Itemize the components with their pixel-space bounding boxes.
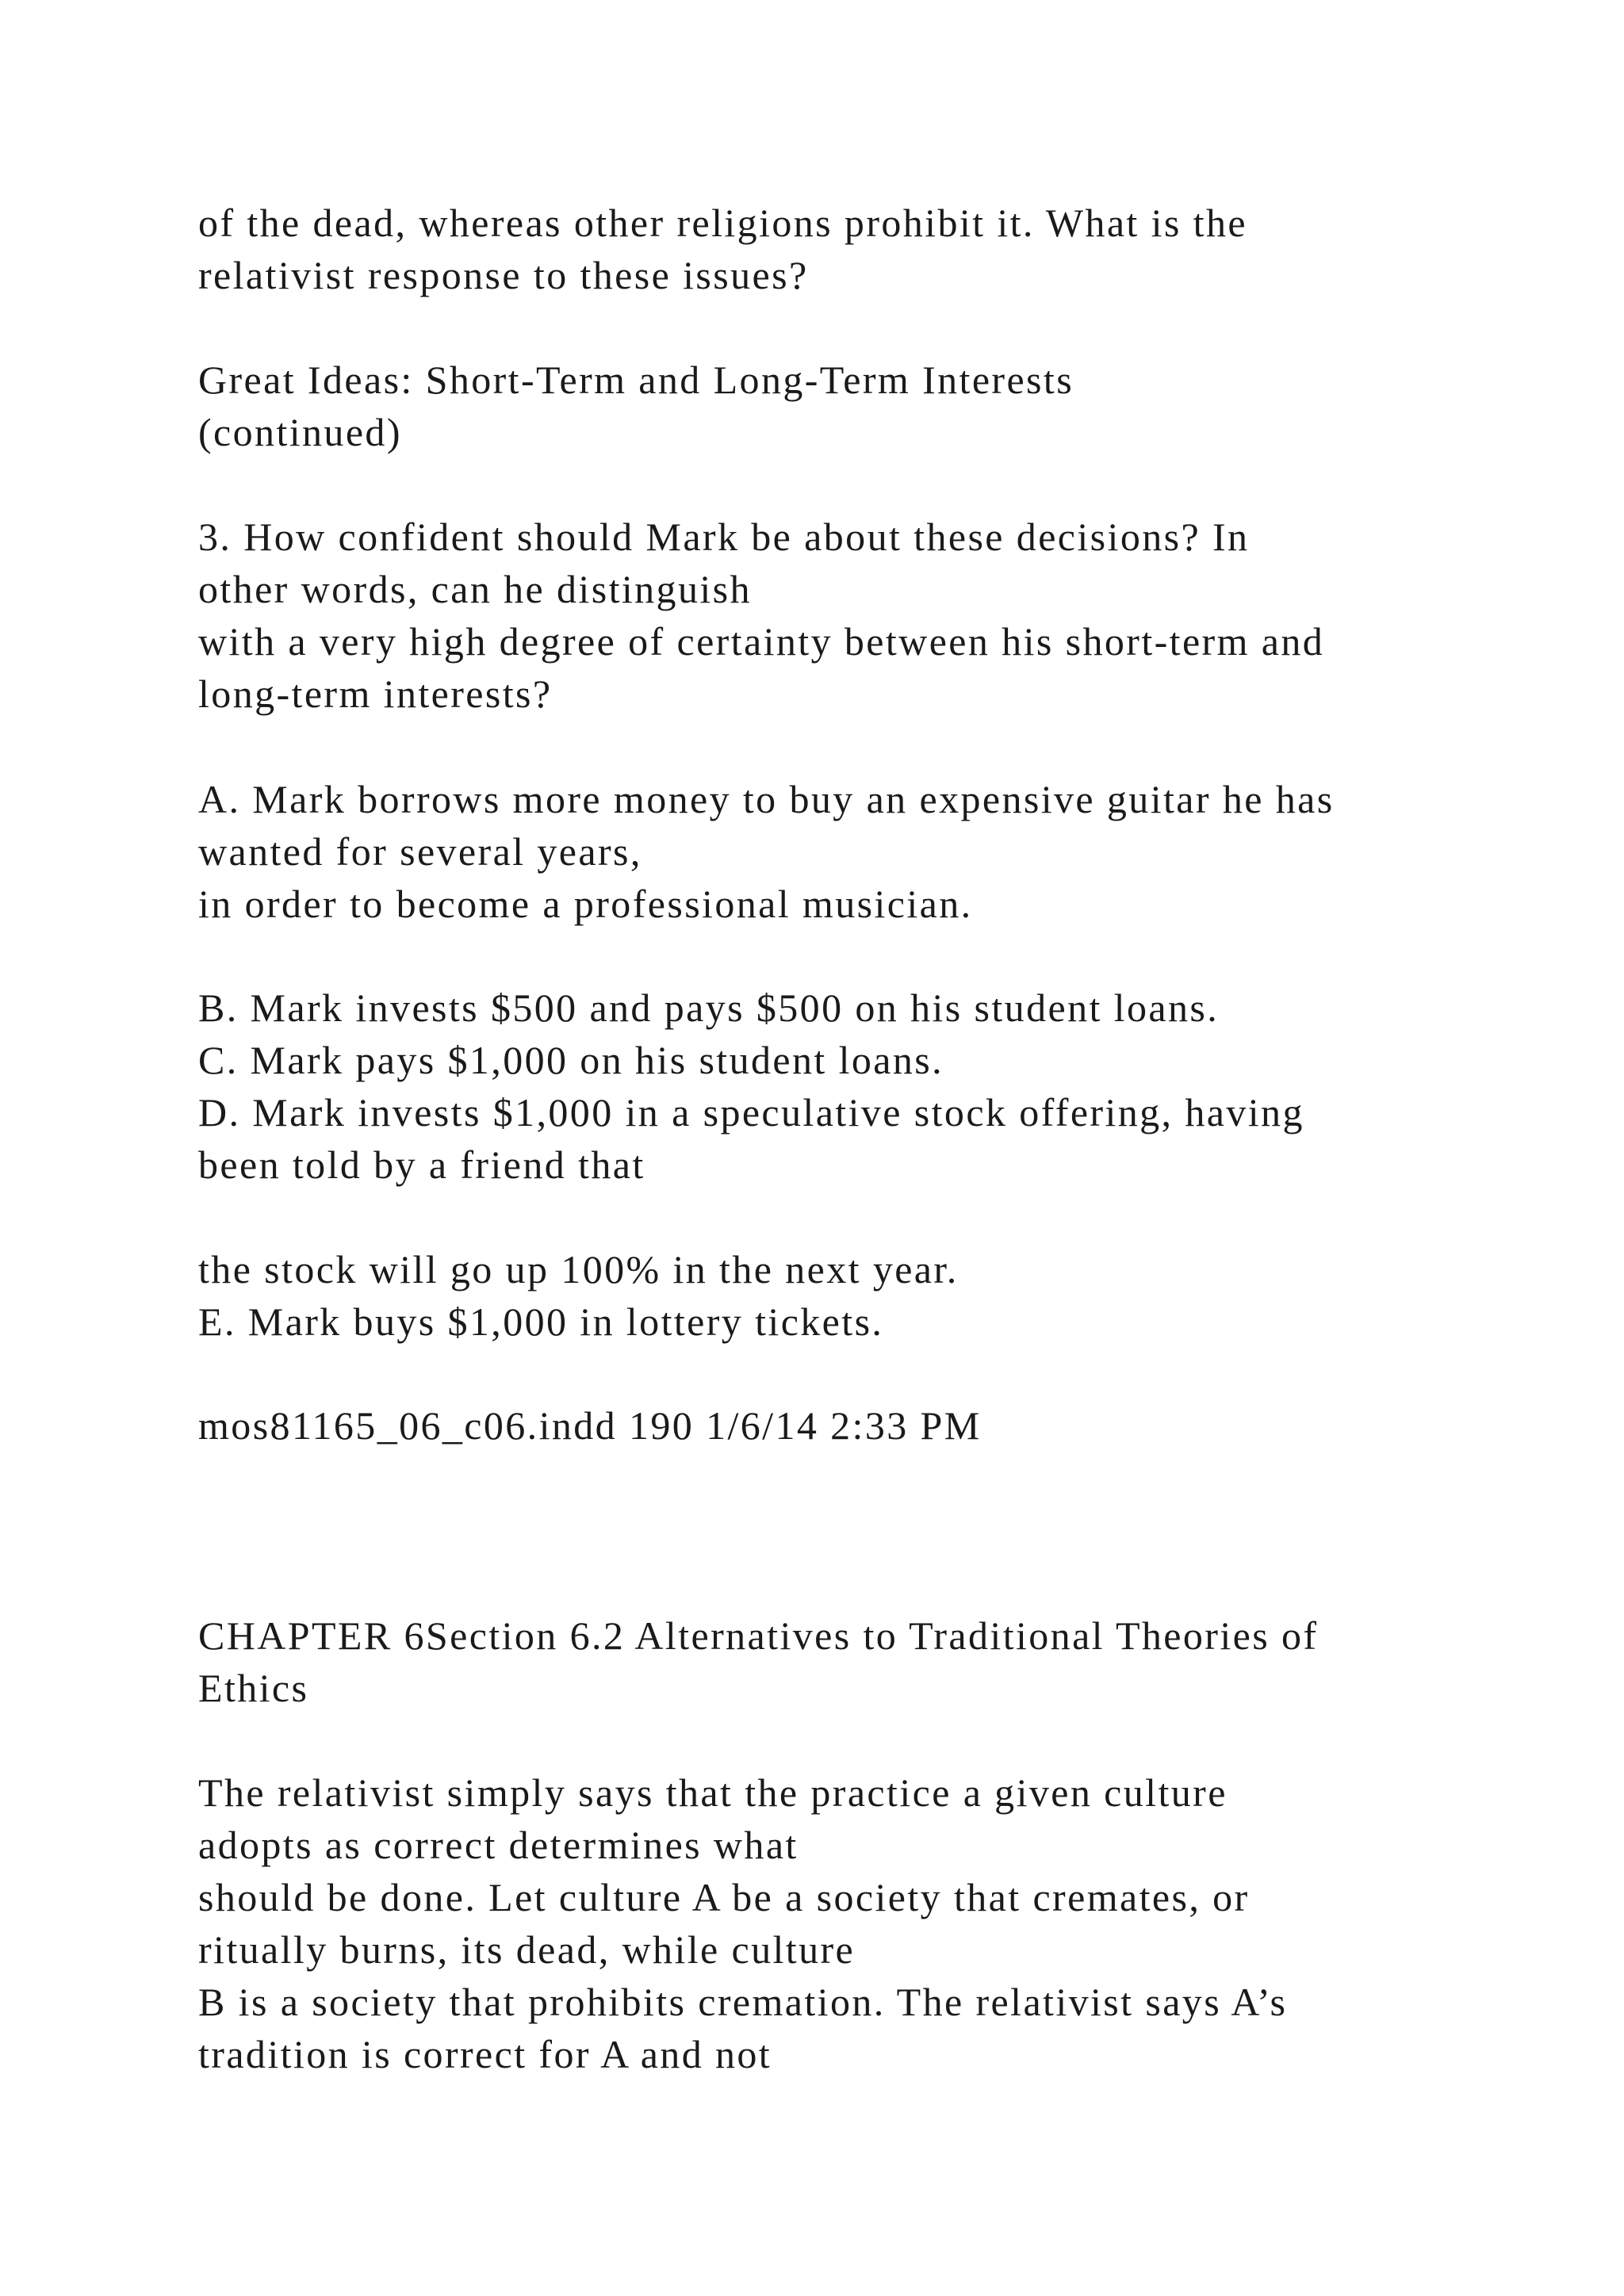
text-line: of the dead, whereas other religions prohibit it. What is the xyxy=(198,201,1247,245)
intro-question-paragraph xyxy=(198,197,1507,301)
chapter-header xyxy=(198,1609,1507,1714)
text-line: B is a society that prohibits cremation. The relativist says A’s xyxy=(198,1980,1288,2024)
box-heading xyxy=(198,354,1507,458)
text-line: C. Mark pays $1,000 on his student loans. xyxy=(198,1038,944,1082)
text-line: in order to become a professional musician. xyxy=(198,882,973,926)
text-line: adopts as correct determines what xyxy=(198,1823,799,1867)
text-line: with a very high degree of certainty between his short-term and xyxy=(198,619,1325,664)
relativist-paragraph xyxy=(198,1766,1507,2080)
text-line: long-term interests? xyxy=(198,672,553,716)
text-line: CHAPTER 6Section 6.2 Alternatives to Traditional Theories of xyxy=(198,1613,1319,1658)
text-line: mos81165_06_c06.indd 190 1/6/14 2:33 PM xyxy=(198,1403,982,1448)
options-d-e-paragraph xyxy=(198,1243,1507,1348)
text-line: A. Mark borrows more money to buy an expensive guitar he has xyxy=(198,777,1335,821)
text-line: Ethics xyxy=(198,1666,309,1710)
text-line: relativist response to these issues? xyxy=(198,253,809,297)
text-line: (continued) xyxy=(198,410,402,454)
text-line: should be done. Let culture A be a society that cremates, or xyxy=(198,1875,1250,1919)
text-line: tradition is correct for A and not xyxy=(198,2032,772,2076)
text-line: been told by a friend that xyxy=(198,1142,645,1187)
text-line: D. Mark invests $1,000 in a speculative stock offering, having xyxy=(198,1090,1304,1135)
options-b-d-paragraph xyxy=(198,982,1507,1191)
text-line: ritually burns, its dead, while culture xyxy=(198,1927,856,1972)
file-footer xyxy=(198,1399,1507,1452)
option-a-paragraph xyxy=(198,773,1507,930)
text-line: other words, can he distinguish xyxy=(198,567,752,611)
text-line: wanted for several years, xyxy=(198,829,642,874)
text-line: E. Mark buys $1,000 in lottery tickets. xyxy=(198,1299,884,1344)
text-line: the stock will go up 100% in the next year. xyxy=(198,1247,959,1292)
text-line: 3. How confident should Mark be about these decisions? In xyxy=(198,515,1250,559)
text-line: The relativist simply says that the practice a given culture xyxy=(198,1770,1228,1815)
text-line: Great Ideas: Short-Term and Long-Term Interests xyxy=(198,358,1074,402)
question-3-paragraph xyxy=(198,511,1507,720)
text-line: B. Mark invests $500 and pays $500 on his student loans. xyxy=(198,985,1220,1030)
